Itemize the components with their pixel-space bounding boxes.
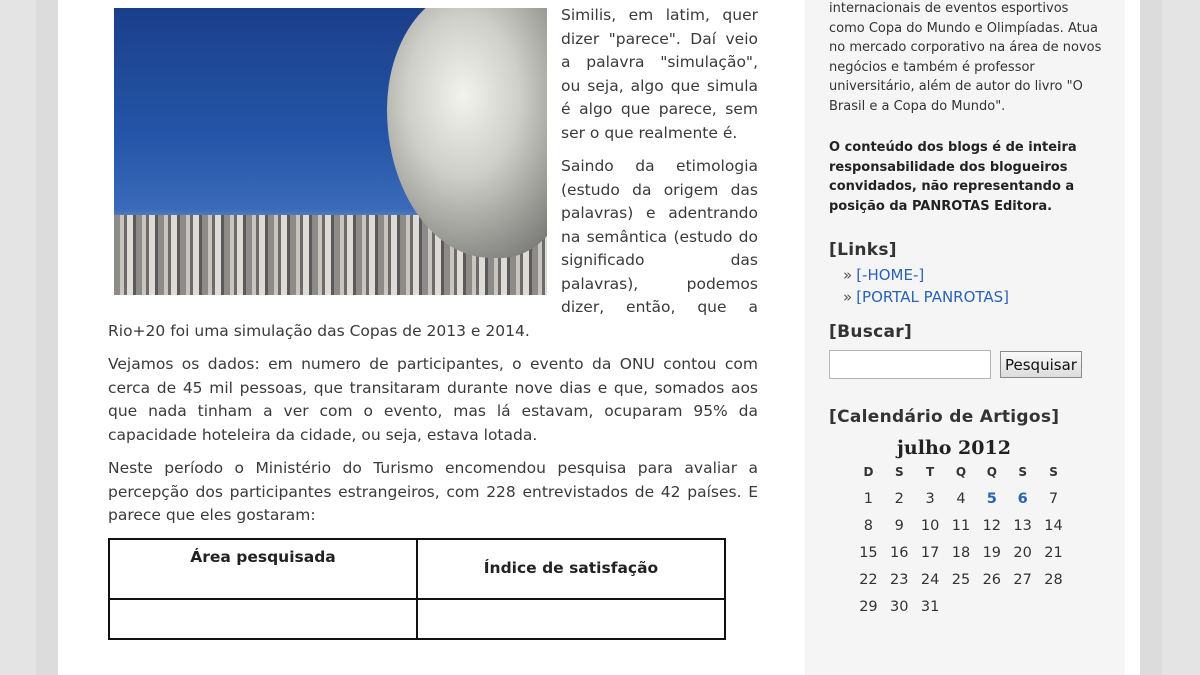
calendar-day: 30	[890, 598, 909, 615]
article-calendar	[829, 437, 1069, 620]
bullet-icon: »	[843, 288, 853, 306]
survey-table	[108, 538, 726, 640]
post-paragraph: Vejamos os dados: em numero de participantes, o evento da ONU contou com cerca de 45 mil pessoas, que transitaram durante nove dias e que, somados aos que nada tinham a ver com o evento, mas lá estavam, ocuparam 95% da capacidade hoteleira da cidade, ou seja, estava lotada.	[108, 355, 758, 444]
calendar-day[interactable]: 5	[986, 490, 997, 507]
calendar-day: 14	[1044, 517, 1063, 534]
calendar-day: 26	[982, 571, 1002, 588]
calendar-day: 19	[982, 544, 1002, 561]
links-heading: [Links]	[829, 240, 897, 260]
calendar-day: 11	[951, 517, 971, 534]
calendar-day[interactable]: 6	[1017, 490, 1028, 507]
calendar-weekday: D	[863, 465, 874, 479]
calendar-day: 9	[894, 517, 904, 534]
post-paragraph: Similis, em latim, quer dizer "parece". Daí veio a palavra "simulação", ou seja, algo que simula é algo que parece, sem ser o que realmente é.	[561, 6, 758, 142]
calendar-day: 10	[920, 517, 940, 534]
calendar-day: 12	[982, 517, 1002, 534]
links-list	[843, 264, 1104, 308]
calendar-day: 24	[920, 571, 940, 588]
calendar-day: 15	[859, 544, 878, 561]
calendar-month: julho 2012	[897, 437, 1011, 459]
calendar-day: 18	[951, 544, 971, 561]
calendar-week	[853, 485, 1069, 512]
calendar-day: 8	[863, 517, 874, 534]
calendar-weekday: S	[1049, 465, 1058, 479]
calendar-day: 1	[863, 490, 874, 507]
calendar-day: 29	[859, 598, 878, 615]
calendar-day: 13	[1013, 517, 1032, 534]
calendar-day: 21	[1044, 544, 1063, 561]
link-home[interactable]	[843, 264, 1104, 286]
calendar-empty-cell	[1007, 593, 1038, 620]
link-portal-panrotas[interactable]	[843, 286, 1104, 308]
link-label: [PORTAL PANROTAS]	[856, 288, 1010, 306]
calendar-empty-cell	[1038, 593, 1069, 620]
survey-col-area: Área pesquisada	[109, 539, 417, 599]
calendar-day: 23	[890, 571, 909, 588]
calendar-day: 27	[1013, 571, 1032, 588]
calendar-week	[853, 512, 1069, 539]
bullet-icon: »	[843, 266, 853, 284]
search-button[interactable]: Pesquisar	[1000, 351, 1082, 378]
calendar-weekday: S	[894, 465, 904, 479]
calendar-week	[853, 566, 1069, 593]
calendar-day: 2	[894, 490, 904, 507]
sidebar	[805, 0, 1125, 675]
calendar-day: 17	[920, 544, 940, 561]
survey-col-satisfaction: Índice de satisfação	[417, 539, 725, 599]
post-paragraph: Neste período o Ministério do Turismo encomendou pesquisa para avaliar a percepção dos participantes estrangeiros, com 228 entrevistados de 42 países. E parece que eles gostaram:	[108, 459, 758, 524]
calendar-heading: [Calendário de Artigos]	[829, 407, 1060, 427]
calendar-day: 7	[1048, 490, 1059, 507]
calendar-weekday: S	[1018, 465, 1027, 479]
calendar-day: 4	[956, 490, 966, 507]
search-heading: [Buscar]	[829, 322, 913, 342]
blog-post	[108, 0, 758, 640]
search-form	[829, 350, 1104, 379]
calendar-weekday: Q	[955, 465, 967, 479]
calendar-grid	[853, 459, 1069, 620]
calendar-day: 31	[920, 598, 940, 615]
calendar-day: 28	[1044, 571, 1063, 588]
calendar-weekday: Q	[986, 465, 997, 479]
calendar-week	[853, 593, 1069, 620]
post-image	[114, 8, 547, 295]
survey-cell	[109, 599, 417, 639]
blog-disclaimer: O conteúdo dos blogs é de inteira responsabilidade dos blogueiros convidados, não representando a posição da PANROTAS Editora.	[829, 140, 1077, 214]
calendar-empty-cell	[946, 593, 977, 620]
calendar-day: 20	[1013, 544, 1032, 561]
calendar-weekday: T	[926, 465, 935, 479]
calendar-day: 22	[859, 571, 878, 588]
calendar-day: 3	[925, 490, 935, 507]
link-label: [-HOME-]	[856, 266, 925, 284]
post-paragraph: Saindo da etimologia (estudo da origem das palavras) e adentrando na semântica (estudo do significado das palavras), podemos dizer, então, que a Rio+20 foi uma simulação das Copas de 2013 e 2014.	[108, 157, 758, 340]
calendar-day: 25	[951, 571, 971, 588]
search-input[interactable]	[829, 350, 991, 379]
calendar-week	[853, 539, 1069, 566]
calendar-day: 16	[890, 544, 909, 561]
survey-cell	[417, 599, 725, 639]
author-bio: internacionais de eventos esportivos como Copa do Mundo e Olimpíadas. Atua no mercado corporativo na área de novos negócios e também é professor universitário, além de autor do livro "O Brasil e a Copa do Mundo".	[829, 1, 1102, 114]
calendar-empty-cell	[976, 593, 1007, 620]
